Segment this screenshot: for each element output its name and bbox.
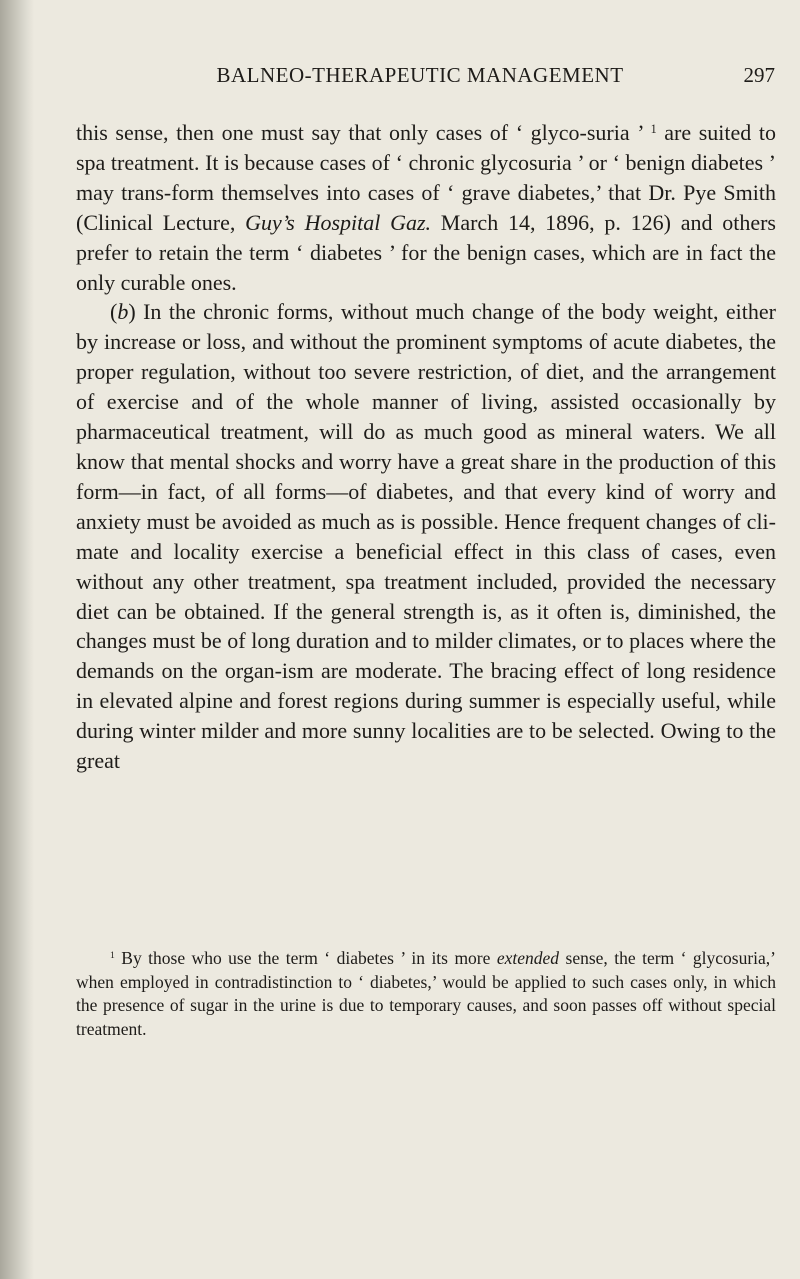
paragraph-1-part-1: this sense, then one must say that only cases of ‘ glyco-suria ’: [76, 120, 651, 145]
paragraph-1: [76, 118, 776, 297]
footnote-marker: 1: [110, 950, 115, 962]
footnote-part-2: sense, the term ‘ glycosuria,’ when employed in contradistinction to ‘ diabetes,’ would be applied to such cases only, in which the presence of sugar in the urine is due to temporary causes, and soon passes off without special treatment.: [76, 948, 776, 1039]
running-head: BALNEO-THERAPEUTIC MANAGEMENT: [216, 63, 624, 87]
journal-citation: Guy’s Hospital Gaz.: [245, 209, 432, 235]
page-number: 297: [743, 63, 775, 87]
footnote-reference: 1: [650, 121, 657, 136]
paragraph-2: [76, 297, 776, 776]
footnote: [76, 947, 776, 1041]
paragraph-1-part-3: March 14, 1896, p. 126) and others prefer to retain the term ‘ diabetes ’ for the benign cases, which are in fact the only curable ones.: [76, 209, 776, 295]
body-text: [76, 118, 776, 776]
paragraph-2-text: In the chronic forms, without much change of the body weight, either by increase or loss, and without the prominent symptoms of acute diabetes, the proper regulation, without too severe restriction, of diet, and the arrangement of exercise and of the whole manner of living, assisted occasionally by pharmaceutical treatment, will do as much good as mineral waters. We all know that mental shocks and worry have a great share in the production of this form—in fact, of all forms—of diabetes, and that every kind of worry and anxiety must be avoided as much as is possible. Hence frequent changes of cli-mate and locality exercise a beneficial effect in this class of cases, even without any other treatment, spa treatment included, provided the necessary diet can be obtained. If the general strength is, as it often is, diminished, the changes must be of long duration and to milder climates, or to places where the demands on the organ-ism are moderate. The bracing effect of long residence in elevated alpine and forest regions during summer is especially useful, while during winter milder and more sunny localities are to be selected. Owing to the great: [76, 299, 776, 774]
paragraph-2-label-close: ): [128, 299, 136, 325]
footnote-part-1: By those who use the term ‘ diabetes ’ in its more: [114, 948, 497, 968]
paragraph-1-part-2: are suited to spa treatment. It is because cases of ‘ chronic glycosuria ’ or ‘ benign diabetes ’ may trans-form themselves into cases of ‘ grave diabetes,’ that Dr. Pye Smith (Clinical Lecture,: [76, 120, 776, 235]
footnote-italic: extended: [496, 948, 560, 968]
paragraph-2-label-open: (: [110, 299, 118, 325]
paragraph-2-label-letter: b: [117, 299, 129, 325]
